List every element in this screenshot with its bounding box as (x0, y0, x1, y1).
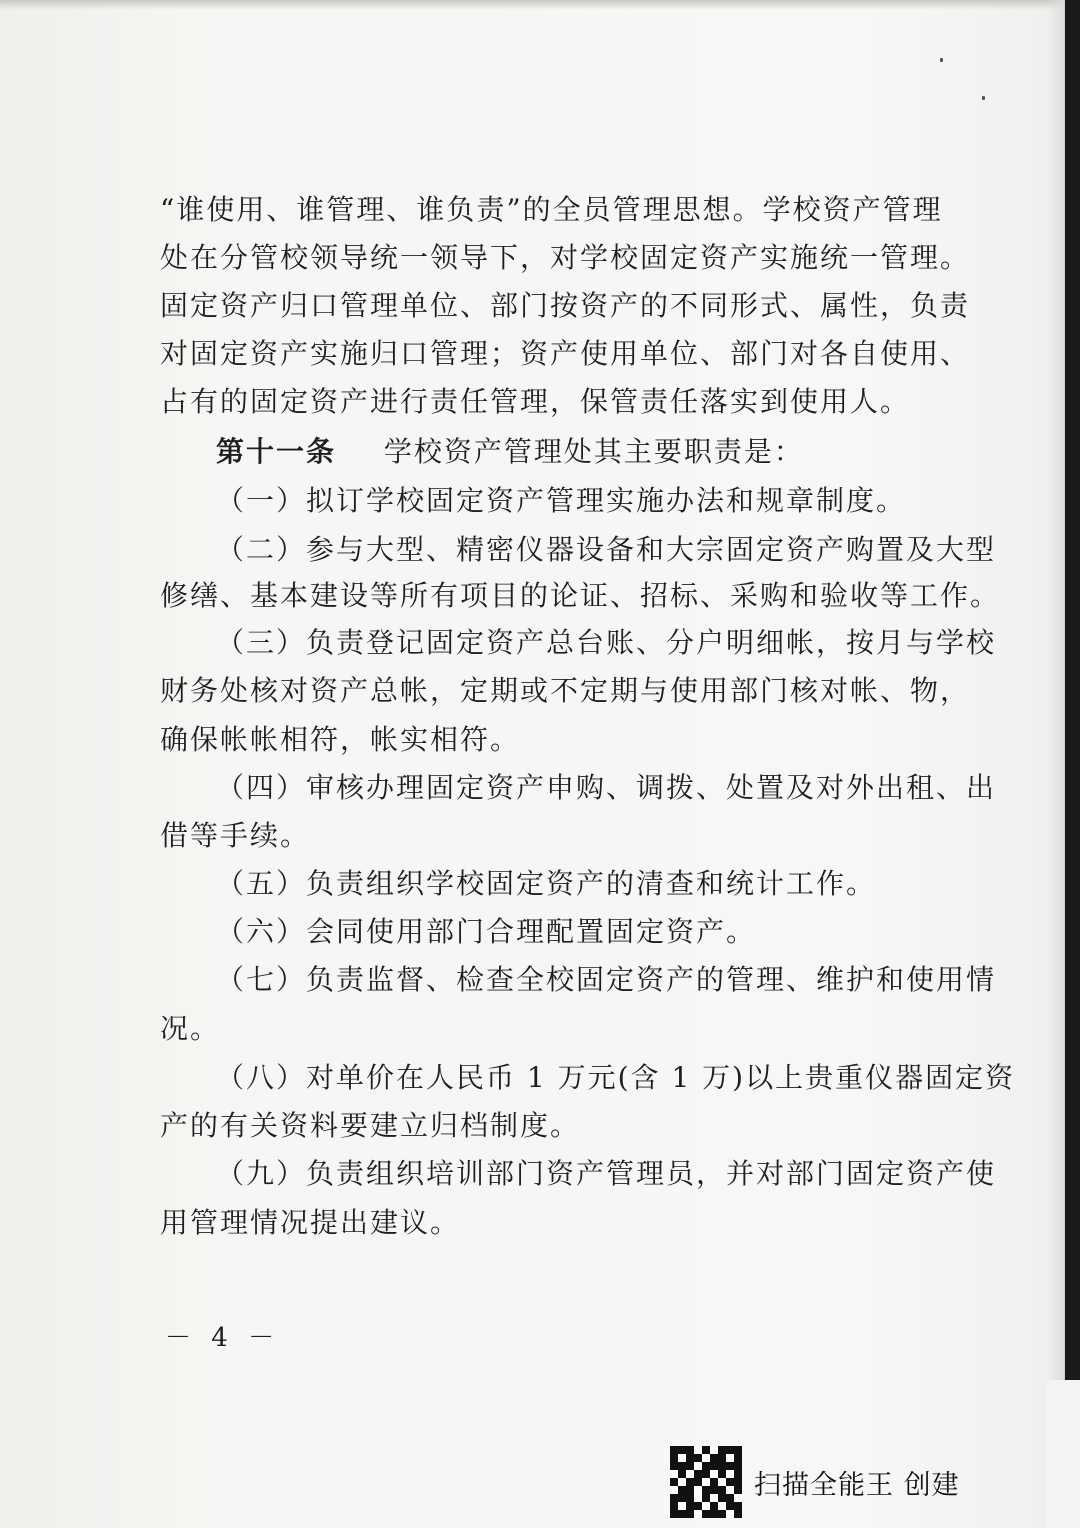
watermark-text: 扫描全能王 创建 (754, 1469, 960, 1501)
list-item-line: 财务处核对资产总帐，定期或不定期与使用部门核对帐、物， (160, 674, 971, 707)
scan-speck (982, 96, 985, 100)
list-item-line: 产的有关资料要建立归档制度。 (160, 1109, 581, 1142)
list-item-line: （八）对单价在人民币 1 万元(含 1 万)以上贵重仪器固定资 (216, 1061, 1016, 1094)
list-item-line: 借等手续。 (160, 819, 311, 852)
list-item-line: （三）负责登记固定资产总台账、分户明细帐，按月与学校 (216, 626, 997, 659)
list-item-line: （六）会同使用部门合理配置固定资产。 (216, 915, 757, 948)
list-item-line: （一）拟订学校固定资产管理实施办法和规章制度。 (216, 484, 907, 517)
page-number: － 4 － (165, 1323, 281, 1353)
list-item-line: （五）负责组织学校固定资产的清查和统计工作。 (216, 867, 877, 900)
scan-right-border-gap (1046, 1380, 1080, 1528)
article-line (216, 434, 804, 470)
scanner-watermark (670, 1443, 960, 1521)
paragraph-line: “谁使用、谁管理、谁负责”的全员管理思想。学校资产管理 (160, 193, 943, 226)
article-text: 学校资产管理处其主要职责是： (383, 435, 804, 468)
paragraph-line: 固定资产归口管理单位、部门按资产的不同形式、属性，负责 (160, 289, 971, 322)
paragraph-line: 对固定资产实施归口管理；资产使用单位、部门对各自使用、 (160, 337, 971, 370)
scan-right-border (1046, 0, 1080, 1528)
list-item-line: 况。 (160, 1012, 221, 1045)
list-item-line: 修缮、基本建设等所有项目的论证、招标、采购和验收等工作。 (160, 579, 1001, 612)
list-item-line: （二）参与大型、精密仪器设备和大宗固定资产购置及大型 (216, 533, 997, 566)
list-item-line: （四）审核办理固定资产申购、调拨、处置及对外出租、出 (216, 771, 997, 804)
qr-code-icon (670, 1446, 742, 1518)
list-item-line: （七）负责监督、检查全校固定资产的管理、维护和使用情 (216, 963, 997, 996)
list-item-line: （九）负责组织培训部门资产管理员，并对部门固定资产使 (216, 1157, 997, 1190)
scan-top-shadow (0, 0, 1080, 10)
scan-speck (940, 58, 943, 62)
paragraph-line: 处在分管校领导统一领导下，对学校固定资产实施统一管理。 (160, 241, 971, 274)
article-heading: 第十一条 (216, 435, 337, 468)
list-item-line: 用管理情况提出建议。 (160, 1206, 461, 1239)
list-item-line: 确保帐帐相符，帐实相符。 (160, 723, 521, 756)
paragraph-line: 占有的固定资产进行责任管理，保管责任落实到使用人。 (160, 385, 911, 418)
